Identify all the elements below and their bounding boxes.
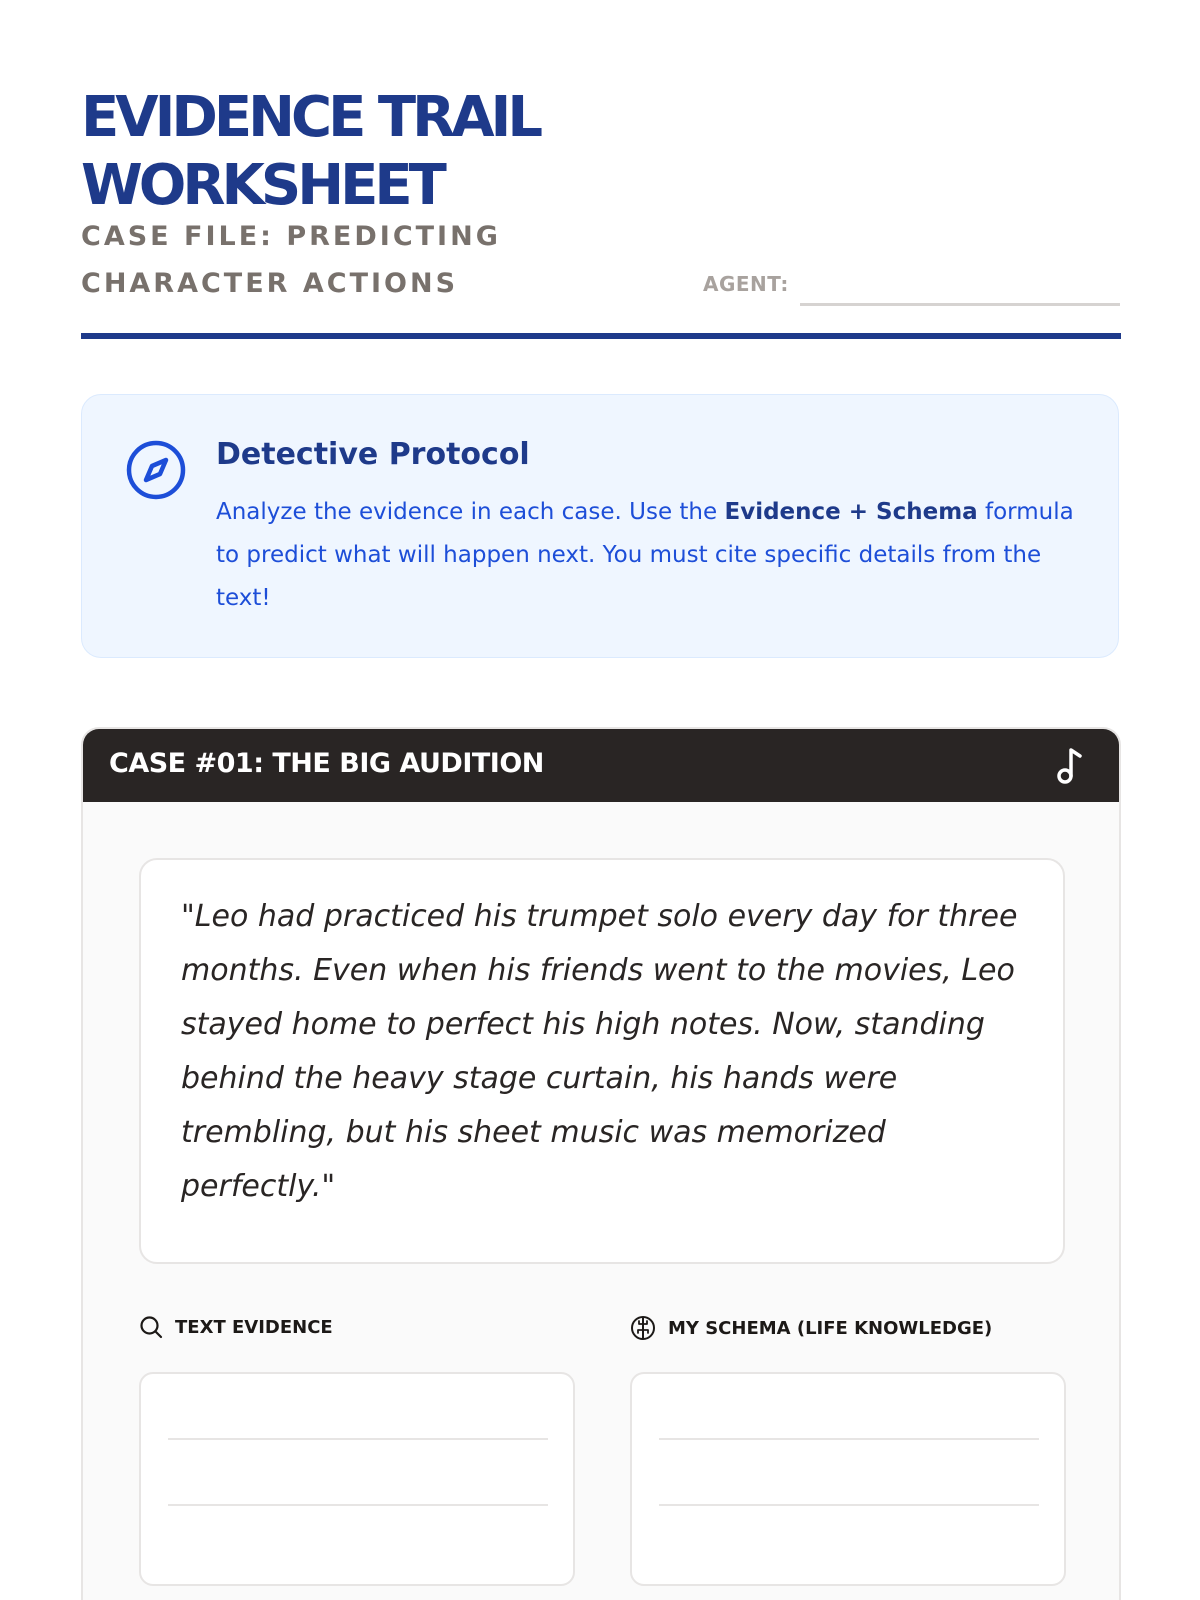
title-line-1: EVIDENCE TRAIL — [81, 85, 540, 150]
header-divider — [81, 333, 1121, 339]
subtitle-line-2: CHARACTER ACTIONS — [81, 268, 459, 299]
case-passage-box — [139, 858, 1065, 1264]
text-evidence-label-text: TEXT EVIDENCE — [175, 1316, 333, 1338]
protocol-text-after: formula to predict what will happen next. You must cite specific details from the text! — [216, 499, 1074, 611]
subtitle-line-1: CASE FILE: PREDICTING — [81, 221, 501, 252]
brain-icon — [630, 1315, 656, 1341]
answer-line — [168, 1438, 548, 1440]
worksheet-header — [81, 84, 1121, 220]
search-icon — [139, 1315, 163, 1339]
case-card — [81, 727, 1121, 1600]
case-header — [83, 729, 1119, 802]
text-evidence-label — [139, 1315, 333, 1339]
music-note-icon — [1049, 743, 1093, 787]
answer-line — [168, 1504, 548, 1506]
text-evidence-answer-box[interactable] — [139, 1372, 575, 1586]
case-file-subtitle — [81, 213, 521, 307]
agent-label: AGENT: — [703, 272, 789, 296]
protocol-title: Detective Protocol — [216, 437, 530, 472]
schema-answer-box[interactable] — [630, 1372, 1066, 1586]
page-title — [81, 84, 641, 220]
case-title: CASE #01: THE BIG AUDITION — [109, 748, 544, 779]
schema-label — [630, 1315, 992, 1341]
answer-line — [659, 1504, 1039, 1506]
protocol-text-bold: Evidence + Schema — [724, 499, 978, 525]
case-passage: "Leo had practiced his trumpet solo every day for three months. Even when his friends went to the movies, Leo stayed home to perfect his high notes. Now, standing behind the heavy stage curtain, his hands were trembling, but his sheet music was memorized perfectly." — [181, 899, 1018, 1204]
title-line-2: WORKSHEET — [81, 153, 443, 218]
schema-label-text: MY SCHEMA (LIFE KNOWLEDGE) — [668, 1317, 993, 1339]
compass-icon — [125, 439, 187, 501]
agent-name-field[interactable] — [800, 303, 1120, 306]
detective-protocol-box — [81, 394, 1119, 658]
answer-line — [659, 1438, 1039, 1440]
protocol-text-before: Analyze the evidence in each case. Use the — [216, 499, 725, 525]
protocol-instructions — [216, 491, 1086, 620]
